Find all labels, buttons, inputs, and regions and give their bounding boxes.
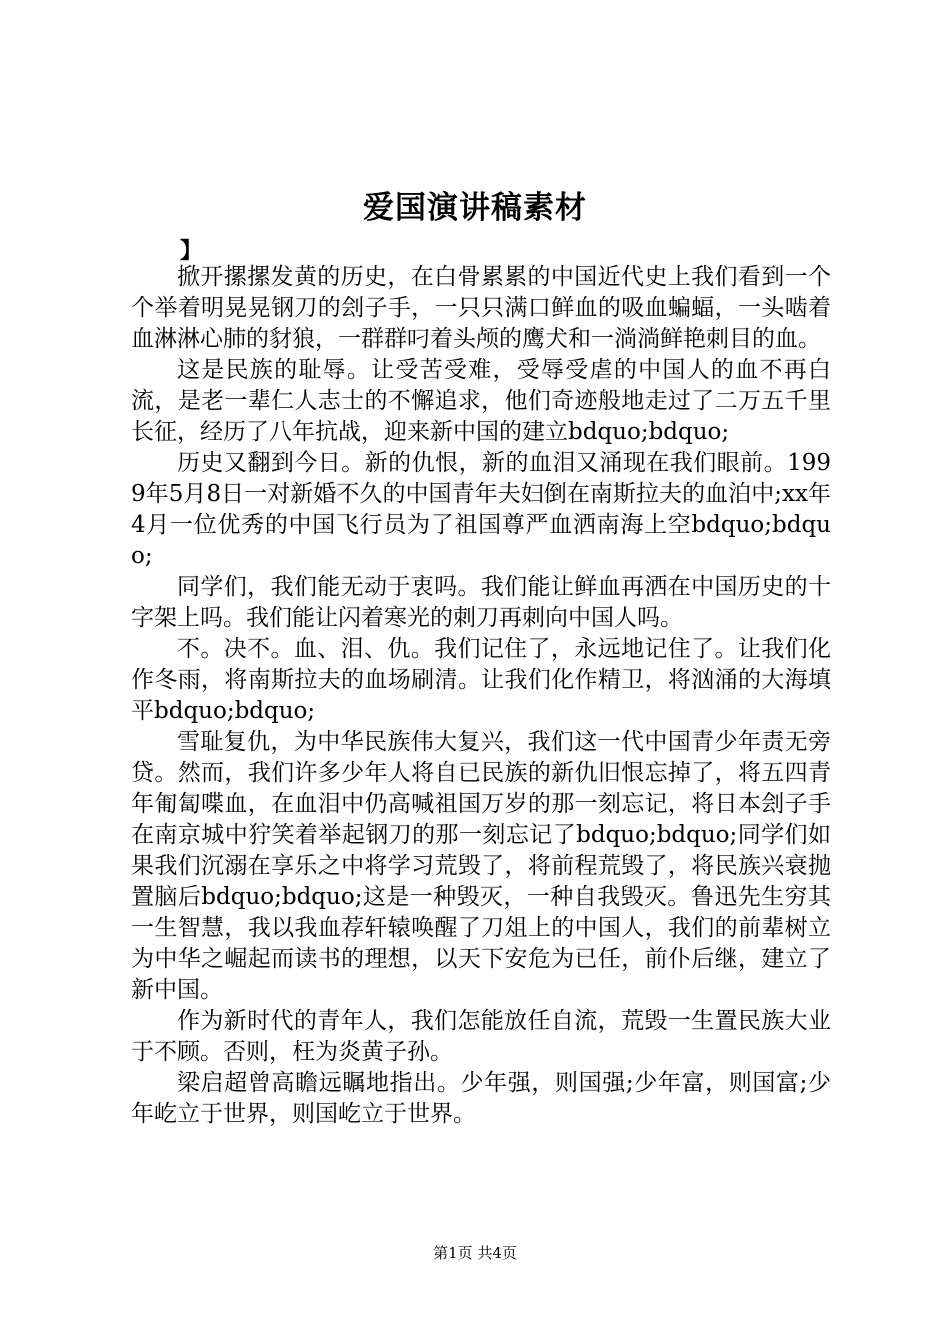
paragraph: 作为新时代的青年人，我们怎能放任自流，荒毁一生置民族大业于不顾。否则，枉为炎黄子孙。 xyxy=(131,1008,831,1065)
document-body xyxy=(131,262,831,1130)
paragraph: 不。决不。血、泪、仇。我们记住了，永远地记住了。让我们化作冬雨，将南斯拉夫的血场刷清。让我们化作精卫，将汹涌的大海填平bdquo;bdquo; xyxy=(131,636,831,724)
paragraph: 掀开摞摞发黄的历史，在白骨累累的中国近代史上我们看到一个个举着明晃晃钢刀的刽子手，一只只满口鲜血的吸血蝙蝠，一头啮着血淋淋心肺的豺狼，一群群叼着头颅的鹰犬和一淌淌鲜艳刺目的血。 xyxy=(131,264,831,352)
paragraph: 这是民族的耻辱。让受苦受难，受辱受虐的中国人的血不再白流，是老一辈仁人志士的不懈追求，他们奇迹般地走过了二万五千里长征，经历了八年抗战，迎来新中国的建立bdquo;bdquo; xyxy=(131,357,831,445)
paragraph: 雪耻复仇，为中华民族伟大复兴，我们这一代中国青少年责无旁贷。然而，我们许多少年人将自已民族的新仇旧恨忘掉了，将五四青年匍匐喋血，在血泪中仍高喊祖国万岁的那一刻忘记，将日本刽子手在南京城中狞笑着举起钢刀的那一刻忘记了bdquo;bdquo;同学们如果我们沉溺在享乐之中将学习荒毁了，将前程荒毁了，将民族兴衰抛置脑后bdquo;bdquo;这是一种毁灭，一种自我毁灭。鲁迅先生穷其一生智慧，我以我血荐轩辕唤醒了刀俎上的中国人，我们的前辈树立为中华之崛起而读书的理想，以天下安危为已任，前仆后继，建立了新中国。 xyxy=(131,729,831,1003)
paragraph: 历史又翻到今日。新的仇恨，新的血泪又涌现在我们眼前。1999年5月8日一对新婚不久的中国青年夫妇倒在南斯拉夫的血泊中;xx年4月一位优秀的中国飞行员为了祖国尊严血洒南海上空bdquo;bdquo; xyxy=(131,450,831,569)
bracket-mark: 】 xyxy=(180,238,203,264)
paragraph: 同学们，我们能无动于衷吗。我们能让鲜血再洒在中国历史的十字架上吗。我们能让闪着寒光的刺刀再刺向中国人吗。 xyxy=(131,574,831,631)
page-number-footer: 第1页 共4页 xyxy=(433,1244,517,1262)
document-title: 爱国演讲稿素材 xyxy=(363,190,587,226)
paragraph: 梁启超曾高瞻远瞩地指出。少年强，则国强;少年富，则国富;少年屹立于世界，则国屹立于世界。 xyxy=(131,1070,831,1127)
